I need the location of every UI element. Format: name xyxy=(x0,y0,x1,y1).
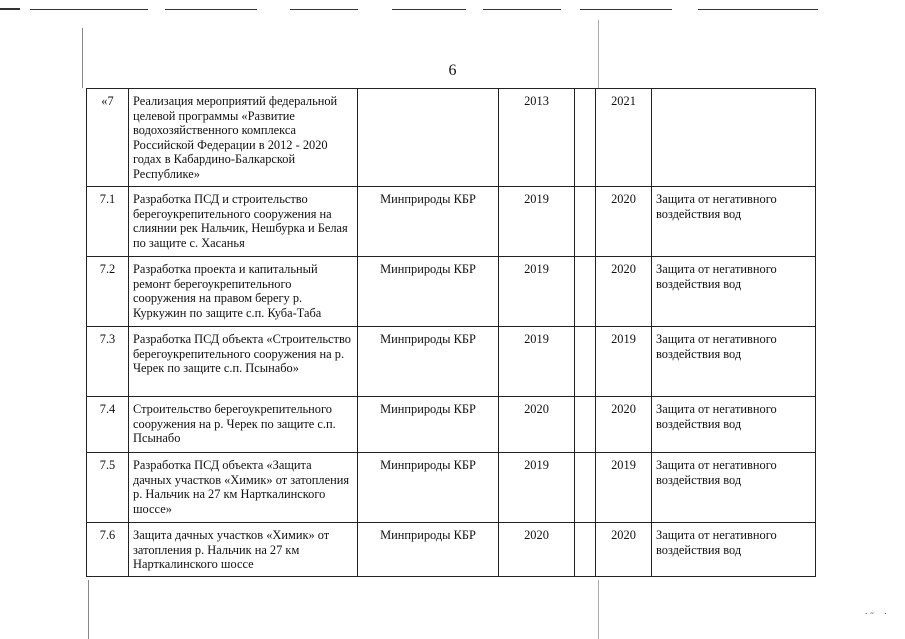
scan-artifact-top xyxy=(0,8,20,10)
scan-artifact-top xyxy=(30,9,148,10)
end-year: 2021 xyxy=(596,89,652,187)
end-year: 2019 xyxy=(596,453,652,523)
end-year: 2020 xyxy=(596,523,652,577)
responsible-org: Минприроды КБР xyxy=(358,187,499,257)
scan-artifact-top xyxy=(290,9,358,10)
row-number: 7.2 xyxy=(87,257,129,327)
end-year: 2020 xyxy=(596,257,652,327)
scan-artifact-vertical xyxy=(88,580,89,639)
expected-result: Защита от негативного воздействия вод xyxy=(652,327,816,397)
start-year: 2020 xyxy=(499,397,575,453)
activity-title: Разработка ПСД объекта «Защита дачных участков «Химик» от затопления р. Нальчик на 27 км Нарткалинского шоссе» xyxy=(129,453,358,523)
expected-result: Защита от негативного воздействия вод xyxy=(652,397,816,453)
table-row xyxy=(87,257,816,327)
table-row xyxy=(87,453,816,523)
spacer-cell xyxy=(575,187,596,257)
start-year: 2020 xyxy=(499,523,575,577)
responsible-org xyxy=(358,89,499,187)
activity-title: Разработка ПСД объекта «Строительство берегоукрепительного сооружения на р. Черек по защите с.п. Псынабо» xyxy=(129,327,358,397)
page-number: 6 xyxy=(448,62,457,79)
start-year: 2019 xyxy=(499,187,575,257)
start-year: 2019 xyxy=(499,257,575,327)
responsible-org: Минприроды КБР xyxy=(358,327,499,397)
start-year: 2013 xyxy=(499,89,575,187)
responsible-org: Минприроды КБР xyxy=(358,397,499,453)
spacer-cell xyxy=(575,523,596,577)
activity-title: Разработка проекта и капитальный ремонт берегоукрепительного сооружения на правом берегу р. Куркужин по защите с.п. Куба-Таба xyxy=(129,257,358,327)
end-year: 2019 xyxy=(596,327,652,397)
expected-result xyxy=(652,89,816,187)
expected-result: Защита от негативного воздействия вод xyxy=(652,523,816,577)
responsible-org: Минприроды КБР xyxy=(358,523,499,577)
table-row xyxy=(87,89,816,187)
end-year: 2020 xyxy=(596,397,652,453)
spacer-cell xyxy=(575,327,596,397)
row-number: 7.3 xyxy=(87,327,129,397)
scan-artifact-top xyxy=(165,9,257,10)
row-number: 7.4 xyxy=(87,397,129,453)
activity-title: Реализация мероприятий федеральной целевой программы «Развитие водохозяйственного комплекса Российской Федерации в 2012 - 2020 годах в Кабардино-Балкарской Республике» xyxy=(129,89,358,187)
expected-result: Защита от негативного воздействия вод xyxy=(652,257,816,327)
spacer-cell xyxy=(575,89,596,187)
program-table xyxy=(86,88,816,577)
end-year: 2020 xyxy=(596,187,652,257)
expected-result: Защита от негативного воздействия вод xyxy=(652,187,816,257)
spacer-cell xyxy=(575,257,596,327)
scan-artifact-top xyxy=(580,9,672,10)
table-row xyxy=(87,327,816,397)
row-number: 7.5 xyxy=(87,453,129,523)
expected-result: Защита от негативного воздействия вод xyxy=(652,453,816,523)
activity-title: Разработка ПСД и строительство берегоукрепительного сооружения на слиянии рек Нальчик, Нешбурка и Белая по защите с. Хасанья xyxy=(129,187,358,257)
responsible-org: Минприроды КБР xyxy=(358,257,499,327)
responsible-org: Минприроды КБР xyxy=(358,453,499,523)
table-row xyxy=(87,523,816,577)
spacer-cell xyxy=(575,397,596,453)
scan-artifact-top xyxy=(698,9,818,10)
row-number: 7.6 xyxy=(87,523,129,577)
activity-title: Защита дачных участков «Химик» от затопления р. Нальчик на 27 км Нарткалинского шоссе xyxy=(129,523,358,577)
table-row xyxy=(87,187,816,257)
start-year: 2019 xyxy=(499,453,575,523)
row-number: 7.1 xyxy=(87,187,129,257)
start-year: 2019 xyxy=(499,327,575,397)
scan-artifact-top xyxy=(392,9,466,10)
scan-artifact-vertical xyxy=(598,580,599,639)
activity-title: Строительство берегоукрепительного сооружения на р. Черек по защите с.п. Псынабо xyxy=(129,397,358,453)
scan-artifact-marks: ˙ ˝ ˙ xyxy=(864,612,887,623)
scan-artifact-top xyxy=(483,9,561,10)
table-row xyxy=(87,397,816,453)
spacer-cell xyxy=(575,453,596,523)
row-number: «7 xyxy=(87,89,129,187)
